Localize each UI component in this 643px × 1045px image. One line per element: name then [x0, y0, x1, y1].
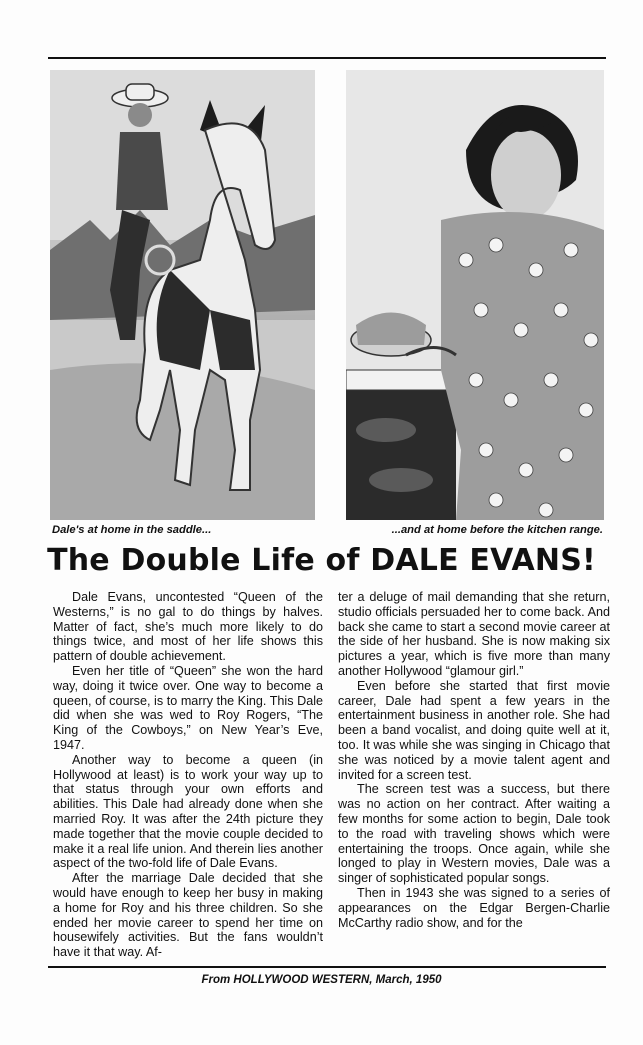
paragraph: The screen test was a success, but there was no action on her contract. After waiting a few months for some action to begin, Dale took to the road with traveling shows which were entertaining the troops. Once again, while she longed to play in Western movies, Dale was a singer of sophisticated popular songs.	[338, 782, 610, 886]
kitchen-illustration	[346, 70, 604, 520]
source-credit: From HOLLYWOOD WESTERN, March, 1950	[201, 974, 442, 986]
right-photo-caption: ...and at home before the kitchen range.	[391, 524, 603, 536]
photo-dale-on-horse	[50, 70, 315, 520]
article-column-right	[338, 590, 610, 930]
article-headline: The Double Life of DALE EVANS!	[47, 543, 596, 578]
paragraph: Even before she started that first movie career, Dale had spent a few years in the entertainment business in another role. She had been a band vocalist, and doing quite well at it, too. It was while she was singing in Chicago that she was noticed by a movie talent agent and invited for a screen test.	[338, 678, 610, 782]
paragraph: Then in 1943 she was signed to a series of appearances on the Edgar Bergen-Charlie McCarthy radio show, and for the	[338, 885, 610, 930]
photo-dale-at-kitchen-range	[346, 70, 604, 520]
bottom-rule	[48, 966, 606, 968]
paragraph: After the marriage Dale decided that she would have enough to keep her busy in making a home for Roy and his three children. So she ended her movie career to spend her time on housewifely activities. But the fans wouldn’t have it that way. Af-	[53, 871, 323, 960]
paragraph: Dale Evans, uncontested “Queen of the Westerns,” is no gal to do things by halves. Matter of fact, she’s much more likely to do things twice, and most of her life shows this pattern of double achievement.	[53, 590, 323, 664]
paragraph: Even her title of “Queen” she won the hard way, doing it twice over. One way to become a queen, of course, is to marry the King. This Dale did when she was wed to Roy Rogers, “The King of the Cowboys,” on New Year’s Eve, 1947.	[53, 663, 323, 752]
article-column-left	[53, 590, 323, 960]
paragraph: ter a deluge of mail demanding that she return, studio officials persuaded her to come back. And back she came to start a second movie career at the side of her husband. She is now making six pictures a year, which is five more than many another Hollywood “glamour girl.”	[338, 590, 610, 678]
paragraph: Another way to become a queen (in Hollywood at least) is to work your way up to that status through your own efforts and abilities. This Dale had already done when she married Roy. It was after the 24th picture they made together that the movie couple decided to make it a real life union. And therein lies another aspect of the two-fold life of Dale Evans.	[53, 752, 323, 871]
left-photo-caption: Dale's at home in the saddle...	[52, 524, 212, 536]
horse-rider-illustration	[50, 70, 315, 520]
top-rule	[48, 57, 606, 59]
